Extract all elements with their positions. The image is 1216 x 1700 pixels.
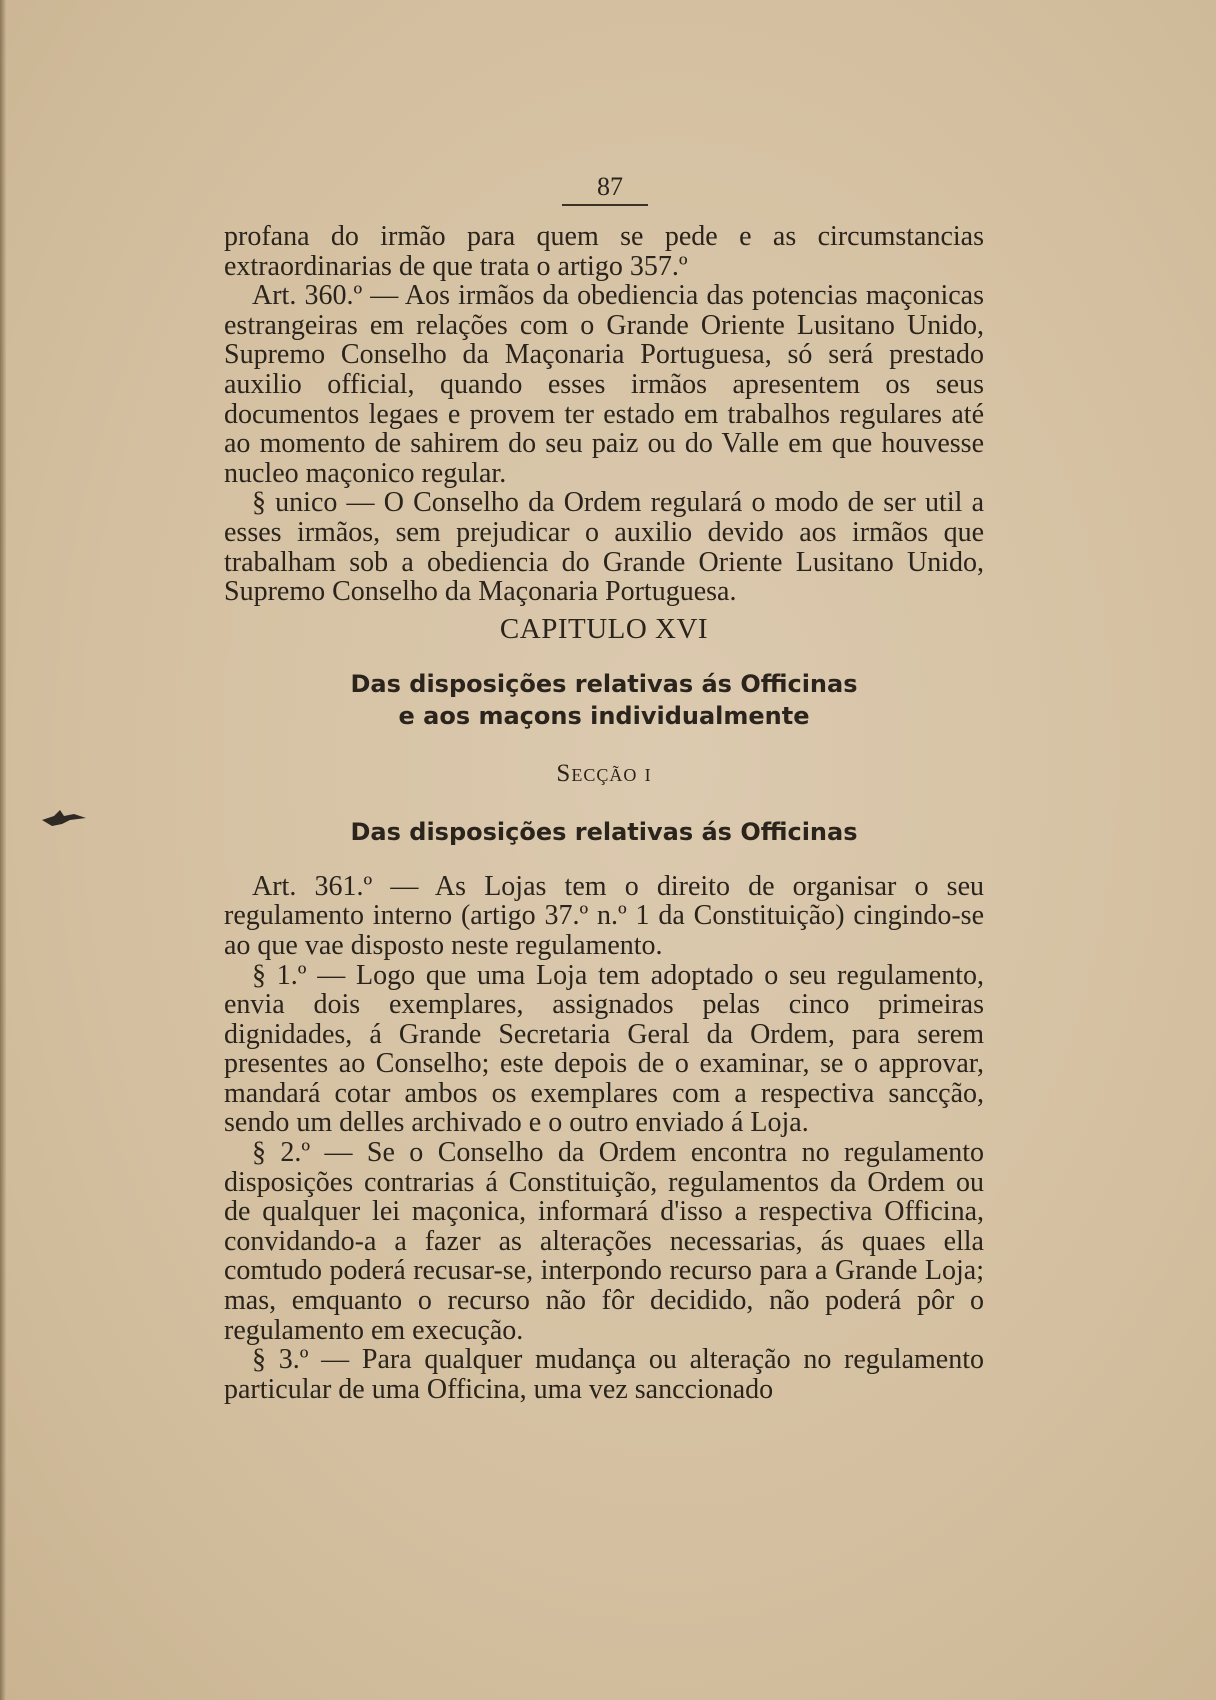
text-column [224, 222, 984, 1404]
chapter-heading-line1: Das disposições relativas ás Officinas [350, 669, 858, 698]
article-361-p2: § 2.º — Se o Conselho da Ordem encontra no regulamento disposições contrarias á Constituição, regulamentos da Ordem ou de qualquer lei maçonica, informará d'isso a respectiva Officina, convidando-a a fazer as alterações necessarias, ás quaes ella comtudo poderá recusar-se, interpondo recurso para a Grande Loja; mas, emquanto o recurso não fôr decidido, não poderá pôr o regulamento em execução. [224, 1137, 984, 1346]
article-361: Art. 361.º — As Lojas tem o direito de organisar o seu regulamento interno (artigo 37.º n.º 1 da Constituição) cingindo-se ao que vae disposto neste regulamento. [224, 870, 984, 961]
chapter-title: CAPITULO XVI [499, 612, 709, 645]
section-heading: Das disposições relativas ás Officinas [350, 817, 858, 846]
section-title: Secção i [556, 759, 652, 787]
chapter-heading [224, 668, 984, 732]
ink-blot [40, 808, 90, 828]
page-edge [0, 0, 6, 1700]
article-360-unico: § unico — O Conselho da Ordem regulará o modo de ser util a esses irmãos, sem prejudicar o auxilio devido aos irmãos que trabalham sob a obediencia do Grande Oriente Lusitano Unido, Supremo Conselho da Maçonaria Portuguesa. [224, 487, 984, 608]
chapter-heading-line2: e aos maçons individualmente [398, 701, 810, 730]
article-361-p3: § 3.º — Para qualquer mudança ou alteração no regulamento particular de uma Officina, uma vez sanccionado [224, 1344, 984, 1405]
page-number-rule [562, 204, 648, 206]
paragraph-continuation: profana do irmão para quem se pede e as circumstancias extraordinarias de que trata o artigo 357.º [224, 221, 984, 282]
article-360: Art. 360.º — Aos irmãos da obediencia das potencias maçonicas estrangeiras em relações com o Grande Oriente Lusitano Unido, Supremo Conselho da Maçonaria Portuguesa, só será prestado auxilio official, quando esses irmãos apresentem os seus documentos legaes e provem ter estado em trabalhos regulares até ao momento de sahirem do seu paiz ou do Valle em que houvesse nucleo maçonico regular. [224, 280, 984, 489]
page-number: 87 [597, 172, 623, 201]
article-361-p1: § 1.º — Logo que uma Loja tem adoptado o seu regulamento, envia dois exemplares, assignados pelas cinco primeiras dignidades, á Grande Secretaria Geral da Ordem, para serem presentes ao Conselho; este depois de o examinar, se o approvar, mandará cotar ambos os exemplares com a respectiva sancção, sendo um delles archivado e o outro enviado á Loja. [224, 959, 984, 1139]
